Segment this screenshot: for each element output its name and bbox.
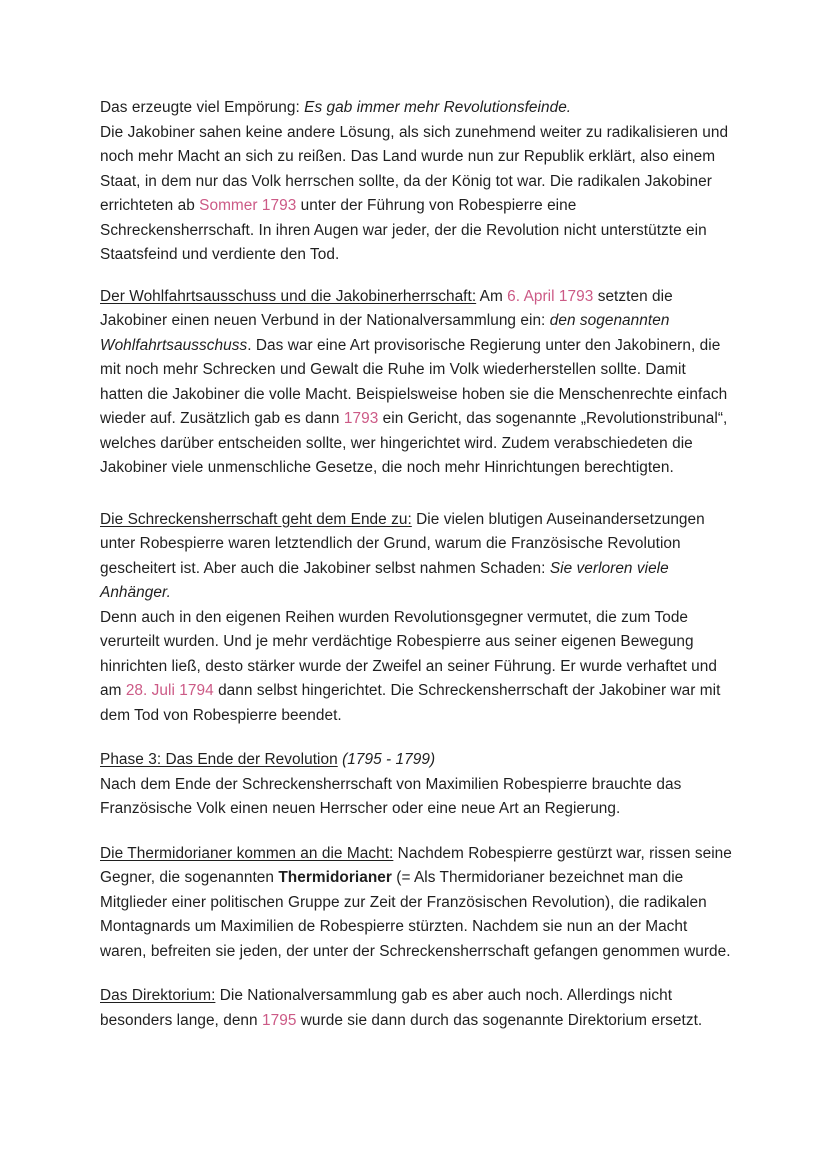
text: Die Nationalversammlung gab es aber auch noch. Allerdings nicht besonders lange, denn [100,987,673,1029]
paragraph-thermidorianer [100,842,732,965]
date-highlight: 6. April 1793 [507,287,594,305]
text: Die vielen blutigen Auseinandersetzungen unter Robespierre waren letztendlich der Grund, warum die Französische Revolution gescheitert ist. Aber auch die Jakobiner selbst nahmen Schaden: [100,510,705,577]
section-heading: Das Direktorium: [100,987,216,1004]
section-heading: Die Thermidorianer kommen an die Macht: [100,844,394,862]
date-highlight: 1793 [343,410,379,427]
spacer [100,481,732,508]
spacer [100,268,732,285]
text: setzten die Jakobiner einen neuen Verbund in der Nationalversammlung ein: [100,287,673,329]
paragraph-direktorium [100,984,732,1033]
date-highlight: Sommer 1793 [199,197,297,214]
emphasis-text: den sogenannten Wohlfahrtsausschuss [100,312,670,354]
paragraph-phase-3 [100,748,732,822]
bold-term: Thermidorianer [278,869,392,886]
spacer [100,822,732,842]
text: (= Als Thermidorianer bezeichnet man die Mitglieder einer politischen Gruppe zur Zeit der Französischen Revolution), die radikalen Montagnards um Maximilien de Robespierre stürzten. Nachdem sie nun an der Macht waren, befreiten sie jeden, der unter der Schreckensherrschaft gefangen genommen wurde. [100,869,731,960]
date-highlight: 28. Juli 1794 [125,682,214,699]
text: Am [476,287,508,305]
text: wurde sie dann durch das sogenannte Direktorium ersetzt. [296,1011,703,1029]
text: unter der Führung von Robespierre eine Schreckensherrschaft. In ihren Augen war jeder, der die Revolution nicht unterstützte ein Staatsfeind und verdiente den Tod. [100,197,707,263]
emphasis-text: Es gab immer mehr Revolutionsfeinde. [304,99,572,116]
paragraph-jakobiner-radicalization [100,96,732,268]
spacer [100,964,732,984]
text: . Das war eine Art provisorische Regierung unter den Jakobinern, die mit noch mehr Schrecken und Gewalt die Ruhe im Volk wiederherstellen sollte. Damit hatten die Jakobiner die volle Macht. Beispielsweise hoben sie die Menschenrechte einfach wieder auf. Zusätzlich gab es dann [100,336,728,427]
date-highlight: 1795 [261,1011,297,1029]
paragraph-wohlfahrtsausschuss [100,285,732,481]
section-heading: Der Wohlfahrtsausschuss und die Jakobinerherrschaft: [100,287,477,305]
paragraph-schreckensherrschaft-ende [100,508,732,729]
text: ein Gericht, das sogenannte „Revolutionstribunal“, welches darüber entscheiden sollte, wer hingerichtet wird. Zudem verabschiedeten die Jakobiner viele unmenschliche Gesetze, die noch mehr Hinrichtungen berechtigten. [100,410,728,476]
spacer [100,728,732,748]
text: dann selbst hingerichtet. Die Schreckensherrschaft der Jakobiner war mit dem Tod von Robespierre beendet. [100,682,721,724]
phase-years: (1795 - 1799) [337,751,436,768]
text: Das erzeugte viel Empörung: [100,99,305,116]
text: Nachdem Robespierre gestürzt war, rissen seine Gegner, die sogenannten [100,844,732,886]
text: Nach dem Ende der Schreckensherrschaft von Maximilien Robespierre brauchte das Französische Volk einen neuen Herrscher oder eine neue Art an Regierung. [100,775,682,817]
section-heading: Phase 3: Das Ende der Revolution [100,751,338,768]
emphasis-text: Sie verloren viele Anhänger. [100,559,669,601]
text: Die Jakobiner sahen keine andere Lösung, als sich zunehmend weiter zu radikalisieren und noch mehr Macht an sich zu reißen. Das Land wurde nun zur Republik erklärt, also einem Staat, in dem nur das Volk herrschen sollte, da der König tot war. Die radikalen Jakobiner errichteten ab [100,123,729,214]
text: Denn auch in den eigenen Reihen wurden Revolutionsgegner vermutet, die zum Tode verurteilt wurden. Und je mehr verdächtige Robespierre aus seiner eigenen Bewegung hinrichten ließ, desto stärker wurde der Zweifel an seiner Führung. Er wurde verhaftet und am [100,608,718,699]
section-heading: Die Schreckensherrschaft geht dem Ende zu: [100,510,412,528]
